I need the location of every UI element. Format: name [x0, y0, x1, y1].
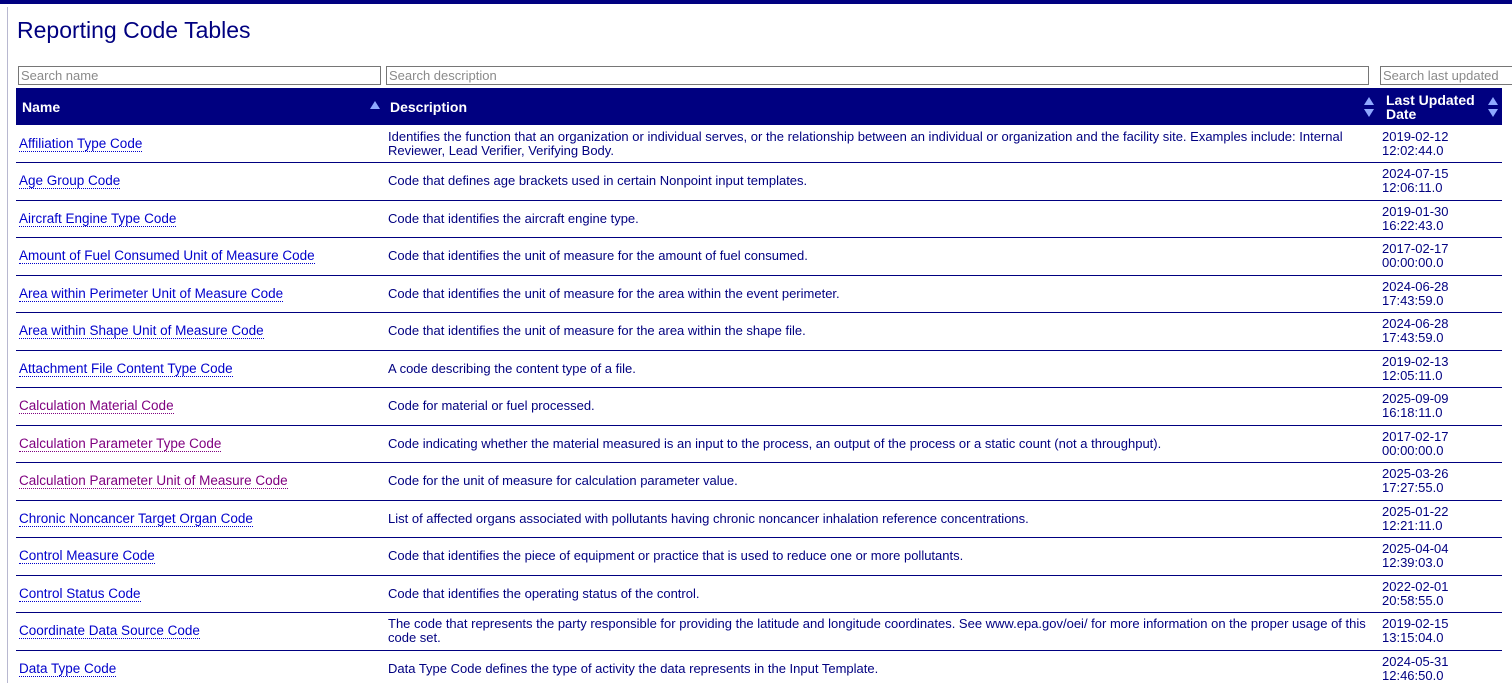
cell-name — [16, 125, 384, 163]
sort-both-icon[interactable] — [1488, 96, 1498, 118]
cell-name — [16, 538, 384, 576]
code-table-link[interactable]: Area within Perimeter Unit of Measure Code — [19, 285, 284, 301]
page-title: Reporting Code Tables — [17, 17, 251, 43]
column-header-description[interactable] — [384, 88, 1378, 125]
cell-description: Code that identifies the unit of measure for the area within the shape file. — [384, 313, 1378, 351]
date-value: 2022-02-01 — [1382, 578, 1449, 594]
table-row — [16, 275, 1502, 313]
date-value: 2024-06-28 — [1382, 316, 1449, 332]
time-value: 12:21:11.0 — [1382, 517, 1443, 533]
code-table-link[interactable]: Attachment File Content Type Code — [19, 360, 233, 376]
column-header-name[interactable] — [16, 88, 384, 125]
cell-last-updated — [1378, 500, 1502, 538]
cell-last-updated — [1378, 650, 1502, 683]
time-value: 12:06:11.0 — [1382, 180, 1443, 196]
cell-last-updated — [1378, 388, 1502, 426]
search-description-input[interactable] — [386, 66, 1369, 85]
cell-description: Data Type Code defines the type of activity the data represents in the Input Template. — [384, 650, 1378, 683]
table-row — [16, 350, 1502, 388]
cell-name — [16, 200, 384, 238]
time-value: 17:43:59.0 — [1382, 330, 1444, 346]
table-body — [16, 125, 1502, 683]
time-value: 00:00:00.0 — [1382, 442, 1444, 458]
cell-last-updated — [1378, 575, 1502, 613]
cell-last-updated — [1378, 238, 1502, 276]
date-value: 2019-02-15 — [1382, 616, 1449, 632]
cell-description: Code for material or fuel processed. — [384, 388, 1378, 426]
table-row — [16, 388, 1502, 426]
cell-description: Identifies the function that an organization or individual serves, or the relationship between an individual or organization and the facility site. Examples include: Internal Reviewer, Lead Verifier, Verifying Body. — [384, 125, 1378, 163]
cell-name — [16, 575, 384, 613]
table-row — [16, 538, 1502, 576]
time-value: 13:15:04.0 — [1382, 630, 1444, 646]
cell-name — [16, 388, 384, 426]
code-table-link[interactable]: Chronic Noncancer Target Organ Code — [19, 510, 253, 526]
time-value: 12:02:44.0 — [1382, 142, 1444, 158]
code-tables-table — [16, 88, 1502, 683]
code-table-link[interactable]: Calculation Parameter Unit of Measure Code — [19, 473, 288, 489]
time-value: 17:43:59.0 — [1382, 292, 1444, 308]
time-value: 12:46:50.0 — [1382, 667, 1444, 683]
cell-last-updated — [1378, 200, 1502, 238]
cell-name — [16, 350, 384, 388]
table-header-row — [16, 88, 1502, 125]
main-content — [7, 7, 1512, 683]
time-value: 16:22:43.0 — [1382, 217, 1444, 233]
cell-last-updated — [1378, 425, 1502, 463]
sort-both-icon[interactable] — [1364, 96, 1374, 118]
cell-description: Code that identifies the operating status of the control. — [384, 575, 1378, 613]
column-header-date-line2: Date — [1386, 105, 1417, 122]
code-table-link[interactable]: Control Measure Code — [19, 548, 155, 564]
cell-name — [16, 500, 384, 538]
cell-name — [16, 425, 384, 463]
date-value: 2017-02-17 — [1382, 428, 1449, 444]
table-row — [16, 313, 1502, 351]
code-table-link[interactable]: Amount of Fuel Consumed Unit of Measure Code — [19, 248, 315, 264]
cell-last-updated — [1378, 163, 1502, 201]
cell-last-updated — [1378, 538, 1502, 576]
code-table-link[interactable]: Coordinate Data Source Code — [19, 623, 200, 639]
code-table-link[interactable]: Calculation Parameter Type Code — [19, 435, 222, 451]
cell-last-updated — [1378, 313, 1502, 351]
search-name-input[interactable] — [18, 66, 381, 85]
cell-name — [16, 238, 384, 276]
column-header-date-line1: Last Updated — [1386, 91, 1475, 108]
cell-name — [16, 463, 384, 501]
code-table-link[interactable]: Affiliation Type Code — [19, 135, 143, 151]
cell-last-updated — [1378, 463, 1502, 501]
code-table-link[interactable]: Area within Shape Unit of Measure Code — [19, 323, 264, 339]
column-header-last-updated[interactable] — [1378, 88, 1502, 125]
cell-name — [16, 163, 384, 201]
cell-description: A code describing the content type of a file. — [384, 350, 1378, 388]
sort-ascending-icon[interactable] — [370, 96, 380, 112]
table-row — [16, 613, 1502, 651]
code-table-link[interactable]: Aircraft Engine Type Code — [19, 210, 177, 226]
date-value: 2024-06-28 — [1382, 278, 1449, 294]
date-value: 2024-07-15 — [1382, 166, 1449, 182]
time-value: 12:05:11.0 — [1382, 367, 1443, 383]
table-row — [16, 200, 1502, 238]
code-table-link[interactable]: Data Type Code — [19, 660, 117, 676]
column-header-description-label: Description — [390, 98, 468, 115]
column-header-name-label: Name — [22, 98, 61, 115]
date-value: 2019-02-12 — [1382, 128, 1449, 144]
date-value: 2017-02-17 — [1382, 241, 1449, 257]
time-value: 12:39:03.0 — [1382, 555, 1444, 571]
cell-name — [16, 650, 384, 683]
cell-description: Code indicating whether the material measured is an input to the process, an output of the process or a static count (not a throughput). — [384, 425, 1378, 463]
date-value: 2024-05-31 — [1382, 653, 1449, 669]
table-row — [16, 163, 1502, 201]
cell-last-updated — [1378, 613, 1502, 651]
table-row — [16, 650, 1502, 683]
table-row — [16, 575, 1502, 613]
cell-last-updated — [1378, 125, 1502, 163]
cell-last-updated — [1378, 350, 1502, 388]
cell-description: List of affected organs associated with pollutants having chronic noncancer inhalation reference concentrations. — [384, 500, 1378, 538]
date-value: 2025-09-09 — [1382, 391, 1449, 407]
cell-description: Code that identifies the aircraft engine type. — [384, 200, 1378, 238]
time-value: 00:00:00.0 — [1382, 255, 1444, 271]
code-table-link[interactable]: Age Group Code — [19, 173, 121, 189]
time-value: 17:27:55.0 — [1382, 480, 1444, 496]
time-value: 20:58:55.0 — [1382, 592, 1444, 608]
code-table-link[interactable]: Control Status Code — [19, 585, 141, 601]
cell-last-updated — [1378, 275, 1502, 313]
table-row — [16, 463, 1502, 501]
date-value: 2025-04-04 — [1382, 541, 1449, 557]
cell-name — [16, 275, 384, 313]
date-value: 2019-01-30 — [1382, 203, 1449, 219]
cell-description: Code that defines age brackets used in certain Nonpoint input templates. — [384, 163, 1378, 201]
cell-name — [16, 613, 384, 651]
table-row — [16, 125, 1502, 163]
search-last-updated-input[interactable] — [1380, 66, 1512, 85]
cell-description: Code that identifies the piece of equipment or practice that is used to reduce one or more pollutants. — [384, 538, 1378, 576]
cell-description: Code that identifies the unit of measure for the amount of fuel consumed. — [384, 238, 1378, 276]
cell-description: Code that identifies the unit of measure for the area within the event perimeter. — [384, 275, 1378, 313]
top-accent-bar — [0, 0, 1512, 4]
code-table-link[interactable]: Calculation Material Code — [19, 398, 174, 414]
cell-name — [16, 313, 384, 351]
table-row — [16, 425, 1502, 463]
table-row — [16, 500, 1502, 538]
cell-description: The code that represents the party responsible for providing the latitude and longitude coordinates. See www.epa.gov/oei/ for more information on the proper usage of this code set. — [384, 613, 1378, 651]
date-value: 2025-03-26 — [1382, 466, 1449, 482]
date-value: 2025-01-22 — [1382, 503, 1449, 519]
date-value: 2019-02-13 — [1382, 353, 1449, 369]
cell-description: Code for the unit of measure for calculation parameter value. — [384, 463, 1378, 501]
time-value: 16:18:11.0 — [1382, 405, 1443, 421]
table-row — [16, 238, 1502, 276]
